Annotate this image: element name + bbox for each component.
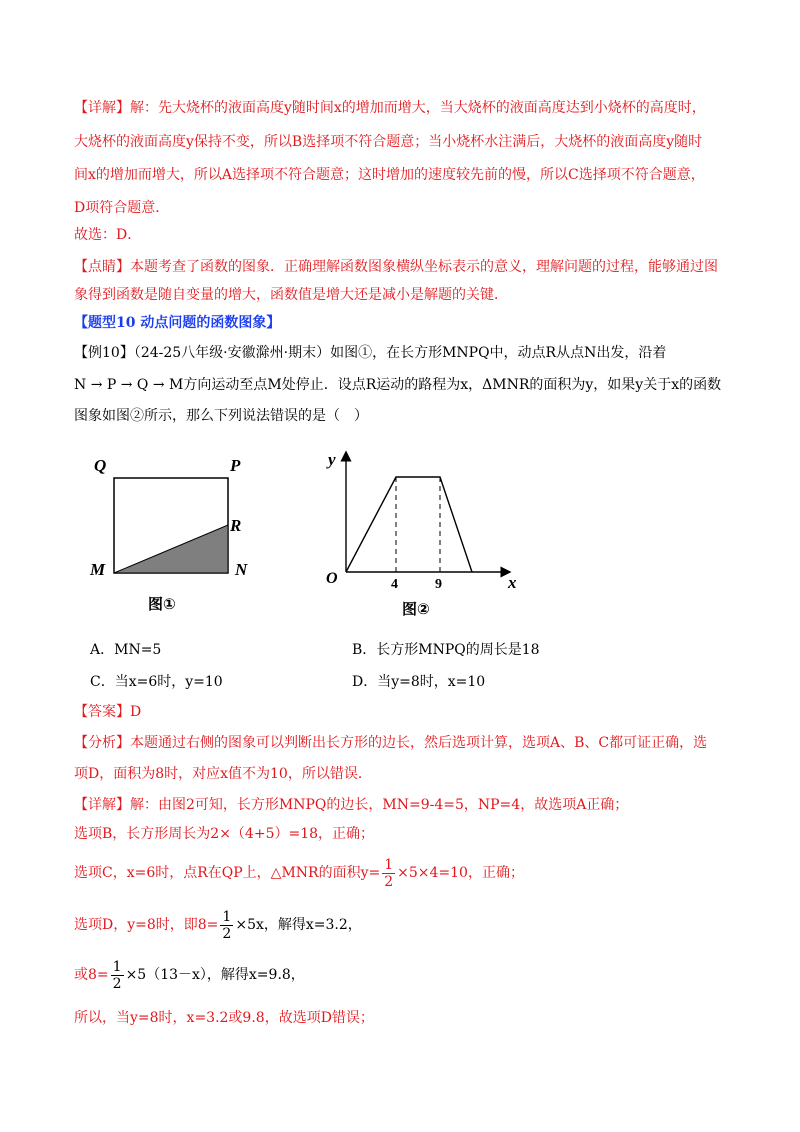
fraction-denominator: 2 bbox=[222, 925, 232, 942]
label-n: N bbox=[235, 560, 248, 579]
label-p: P bbox=[230, 456, 241, 475]
option-a: A．MN=5 bbox=[90, 642, 162, 658]
label-q: Q bbox=[94, 456, 107, 475]
comment-text-1: 本题考查了函数的图象．正确理解函数图象横纵坐标表示的意义，理解问题的过程，能够通过图 bbox=[130, 259, 718, 275]
detail2-text-1: 解：由图2可知，长方形MNPQ的边长，MN=9-4=5，NP=4，故选项A正确； bbox=[130, 797, 629, 813]
detail2-line3-text-a: 选项C，x=6时，点R在QP上，△MNR的面积y= bbox=[74, 865, 381, 881]
label-m: M bbox=[90, 560, 106, 579]
analysis-line2: 项D，面积为8时，对应x值不为10，所以错误． bbox=[74, 766, 372, 782]
figure1-caption: 图① bbox=[148, 595, 176, 613]
triangle-mnr-shaded bbox=[114, 525, 228, 573]
example-line1: 【例10】（24-25八年级·安徽滁州·期末）如图①，在长方形MNPQ中，动点R从点N出发，沿着 bbox=[74, 345, 667, 361]
choice-statement: 故选：D． bbox=[74, 227, 142, 243]
fraction-half-1 bbox=[382, 857, 395, 890]
function-graph bbox=[346, 477, 472, 572]
figure-2-graph bbox=[310, 448, 530, 623]
y-axis-label: y bbox=[328, 450, 336, 469]
figure-1-rectangle bbox=[80, 445, 270, 620]
figure2-caption: 图② bbox=[402, 600, 430, 618]
example-line3: 图象如图②所示，那么下列说法错误的是（ ） bbox=[74, 408, 368, 424]
detail2-line4-text-a: 选项D，y=8时，即8= bbox=[74, 917, 219, 933]
detail2-line1 bbox=[74, 795, 628, 815]
analysis-tag: 【分析】 bbox=[74, 735, 130, 751]
detail2-line3-text-b: ×5×4=10，正确； bbox=[397, 865, 524, 881]
detail1-line2: 大烧杯的液面高度y保持不变，所以B选择项不符合题意；当小烧杯水注满后，大烧杯的液面高度y随时 bbox=[74, 134, 703, 150]
detail2-line5-text-a: 或8= bbox=[74, 967, 109, 983]
analysis-text-1: 本题通过右侧的图象可以判断出长方形的边长，然后选项计算，选项A、B、C都可证正确，选 bbox=[130, 735, 708, 751]
option-d: D．当y=8时，x=10 bbox=[352, 674, 486, 690]
fraction-half-2 bbox=[220, 909, 233, 942]
detail2-line6: 所以，当y=8时，x=3.2或9.8，故选项D错误； bbox=[74, 1010, 374, 1026]
detail1-tag: 【详解】 bbox=[74, 100, 130, 116]
fraction-numerator: 1 bbox=[222, 908, 232, 925]
label-r: R bbox=[230, 516, 242, 535]
fraction-denominator: 2 bbox=[112, 975, 122, 992]
tick-9: 9 bbox=[435, 577, 442, 592]
option-b: B．长方形MNPQ的周长是18 bbox=[352, 642, 540, 658]
detail2-line4-text-b: ×5x，解得x=3.2， bbox=[235, 917, 362, 933]
detail1-text-1: 解：先大烧杯的液面高度y随时间x的增加而增大，当大烧杯的液面高度达到小烧杯的高度时， bbox=[130, 100, 706, 116]
fraction-numerator: 1 bbox=[112, 958, 122, 975]
comment-line1 bbox=[74, 257, 718, 277]
section-title: 【题型10 动点问题的函数图象】 bbox=[74, 315, 281, 331]
origin-label: O bbox=[326, 570, 338, 587]
comment-tag: 【点睛】 bbox=[74, 259, 130, 275]
comment-line2: 象得到函数是随自变量的增大，函数值是增大还是减小是解题的关键． bbox=[74, 287, 508, 303]
detail1-line1 bbox=[74, 98, 706, 118]
detail1-line3: 间x的增加而增大，所以A选择项不符合题意；这时增加的速度较先前的慢，所以C选择项不符合题意， bbox=[74, 167, 705, 183]
option-c: C．当x=6时，y=10 bbox=[90, 674, 223, 690]
detail2-line4 bbox=[74, 908, 362, 942]
fraction-half-3 bbox=[111, 959, 124, 992]
fraction-denominator: 2 bbox=[384, 873, 394, 890]
detail2-tag: 【详解】 bbox=[74, 797, 130, 813]
example-line2: N → P → Q → M方向运动至点M处停止．设点R运动的路程为x，ΔMNR的面积为y，如果y关于x的函数 bbox=[74, 377, 722, 393]
analysis-line1 bbox=[74, 733, 707, 753]
detail2-line3 bbox=[74, 856, 524, 890]
detail2-line2: 选项B，长方形周长为2×（4+5）=18，正确； bbox=[74, 826, 375, 842]
detail2-line5 bbox=[74, 958, 305, 992]
tick-4: 4 bbox=[391, 577, 398, 592]
detail2-line5-text-b: ×5（13－x），解得x=9.8， bbox=[125, 967, 305, 983]
detail1-line4: D项符合题意． bbox=[74, 200, 170, 216]
fraction-numerator: 1 bbox=[384, 856, 394, 873]
answer: 【答案】D bbox=[74, 704, 142, 720]
x-axis-label: x bbox=[508, 573, 517, 592]
